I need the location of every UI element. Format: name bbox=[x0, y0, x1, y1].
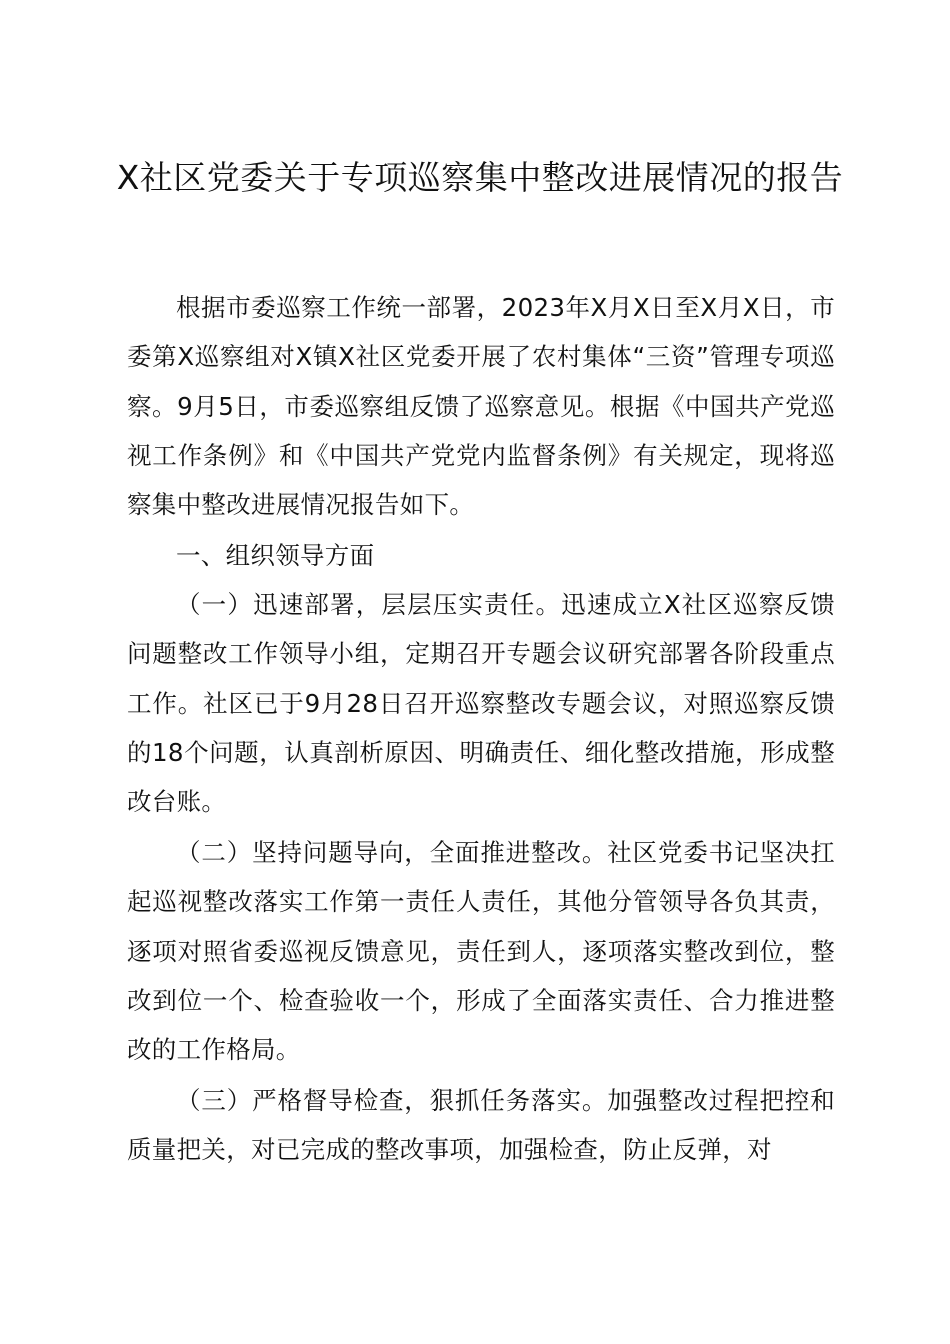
section-heading: 一、组织领导方面 bbox=[176, 541, 375, 570]
document-title: X社区党委关于专项巡察集中整改进展情况的报告 bbox=[116, 158, 844, 197]
paragraph-problem-oriented: （二）坚持问题导向，全面推进整改。社区党委书记坚决扛起巡视整改落实工作第一责任人责任，其他分管领导各负其责，逐项对照省委巡视反馈意见，责任到人，逐项落实整改到位，整改到位一个、检查验收一个，形成了全面落实责任、合力推进整改的工作格局。 bbox=[127, 838, 835, 1065]
paragraph-deployment: （一）迅速部署，层层压实责任。迅速成立X社区巡察反馈问题整改工作领导小组，定期召开专题会议研究部署各阶段重点工作。社区已于9月28日召开巡察整改专题会议，对照巡察反馈的18个问题，认真剖析原因、明确责任、细化整改措施，形成整改台账。 bbox=[127, 590, 835, 817]
intro-paragraph: 根据市委巡察工作统一部署，2023年X月X日至X月X日，市委第X巡察组对X镇X社区党委开展了农村集体“三资”管理专项巡察。9月5日，市委巡察组反馈了巡察意见。根据《中国共产党巡视工作条例》和《中国共产党党内监督条例》有关规定，现将巡察集中整改进展情况报告如下。 bbox=[127, 293, 835, 520]
paragraph-supervision: （三）严格督导检查，狠抓任务落实。加强整改过程把控和质量把关，对已完成的整改事项，加强检查，防止反弹，对 bbox=[127, 1086, 835, 1165]
